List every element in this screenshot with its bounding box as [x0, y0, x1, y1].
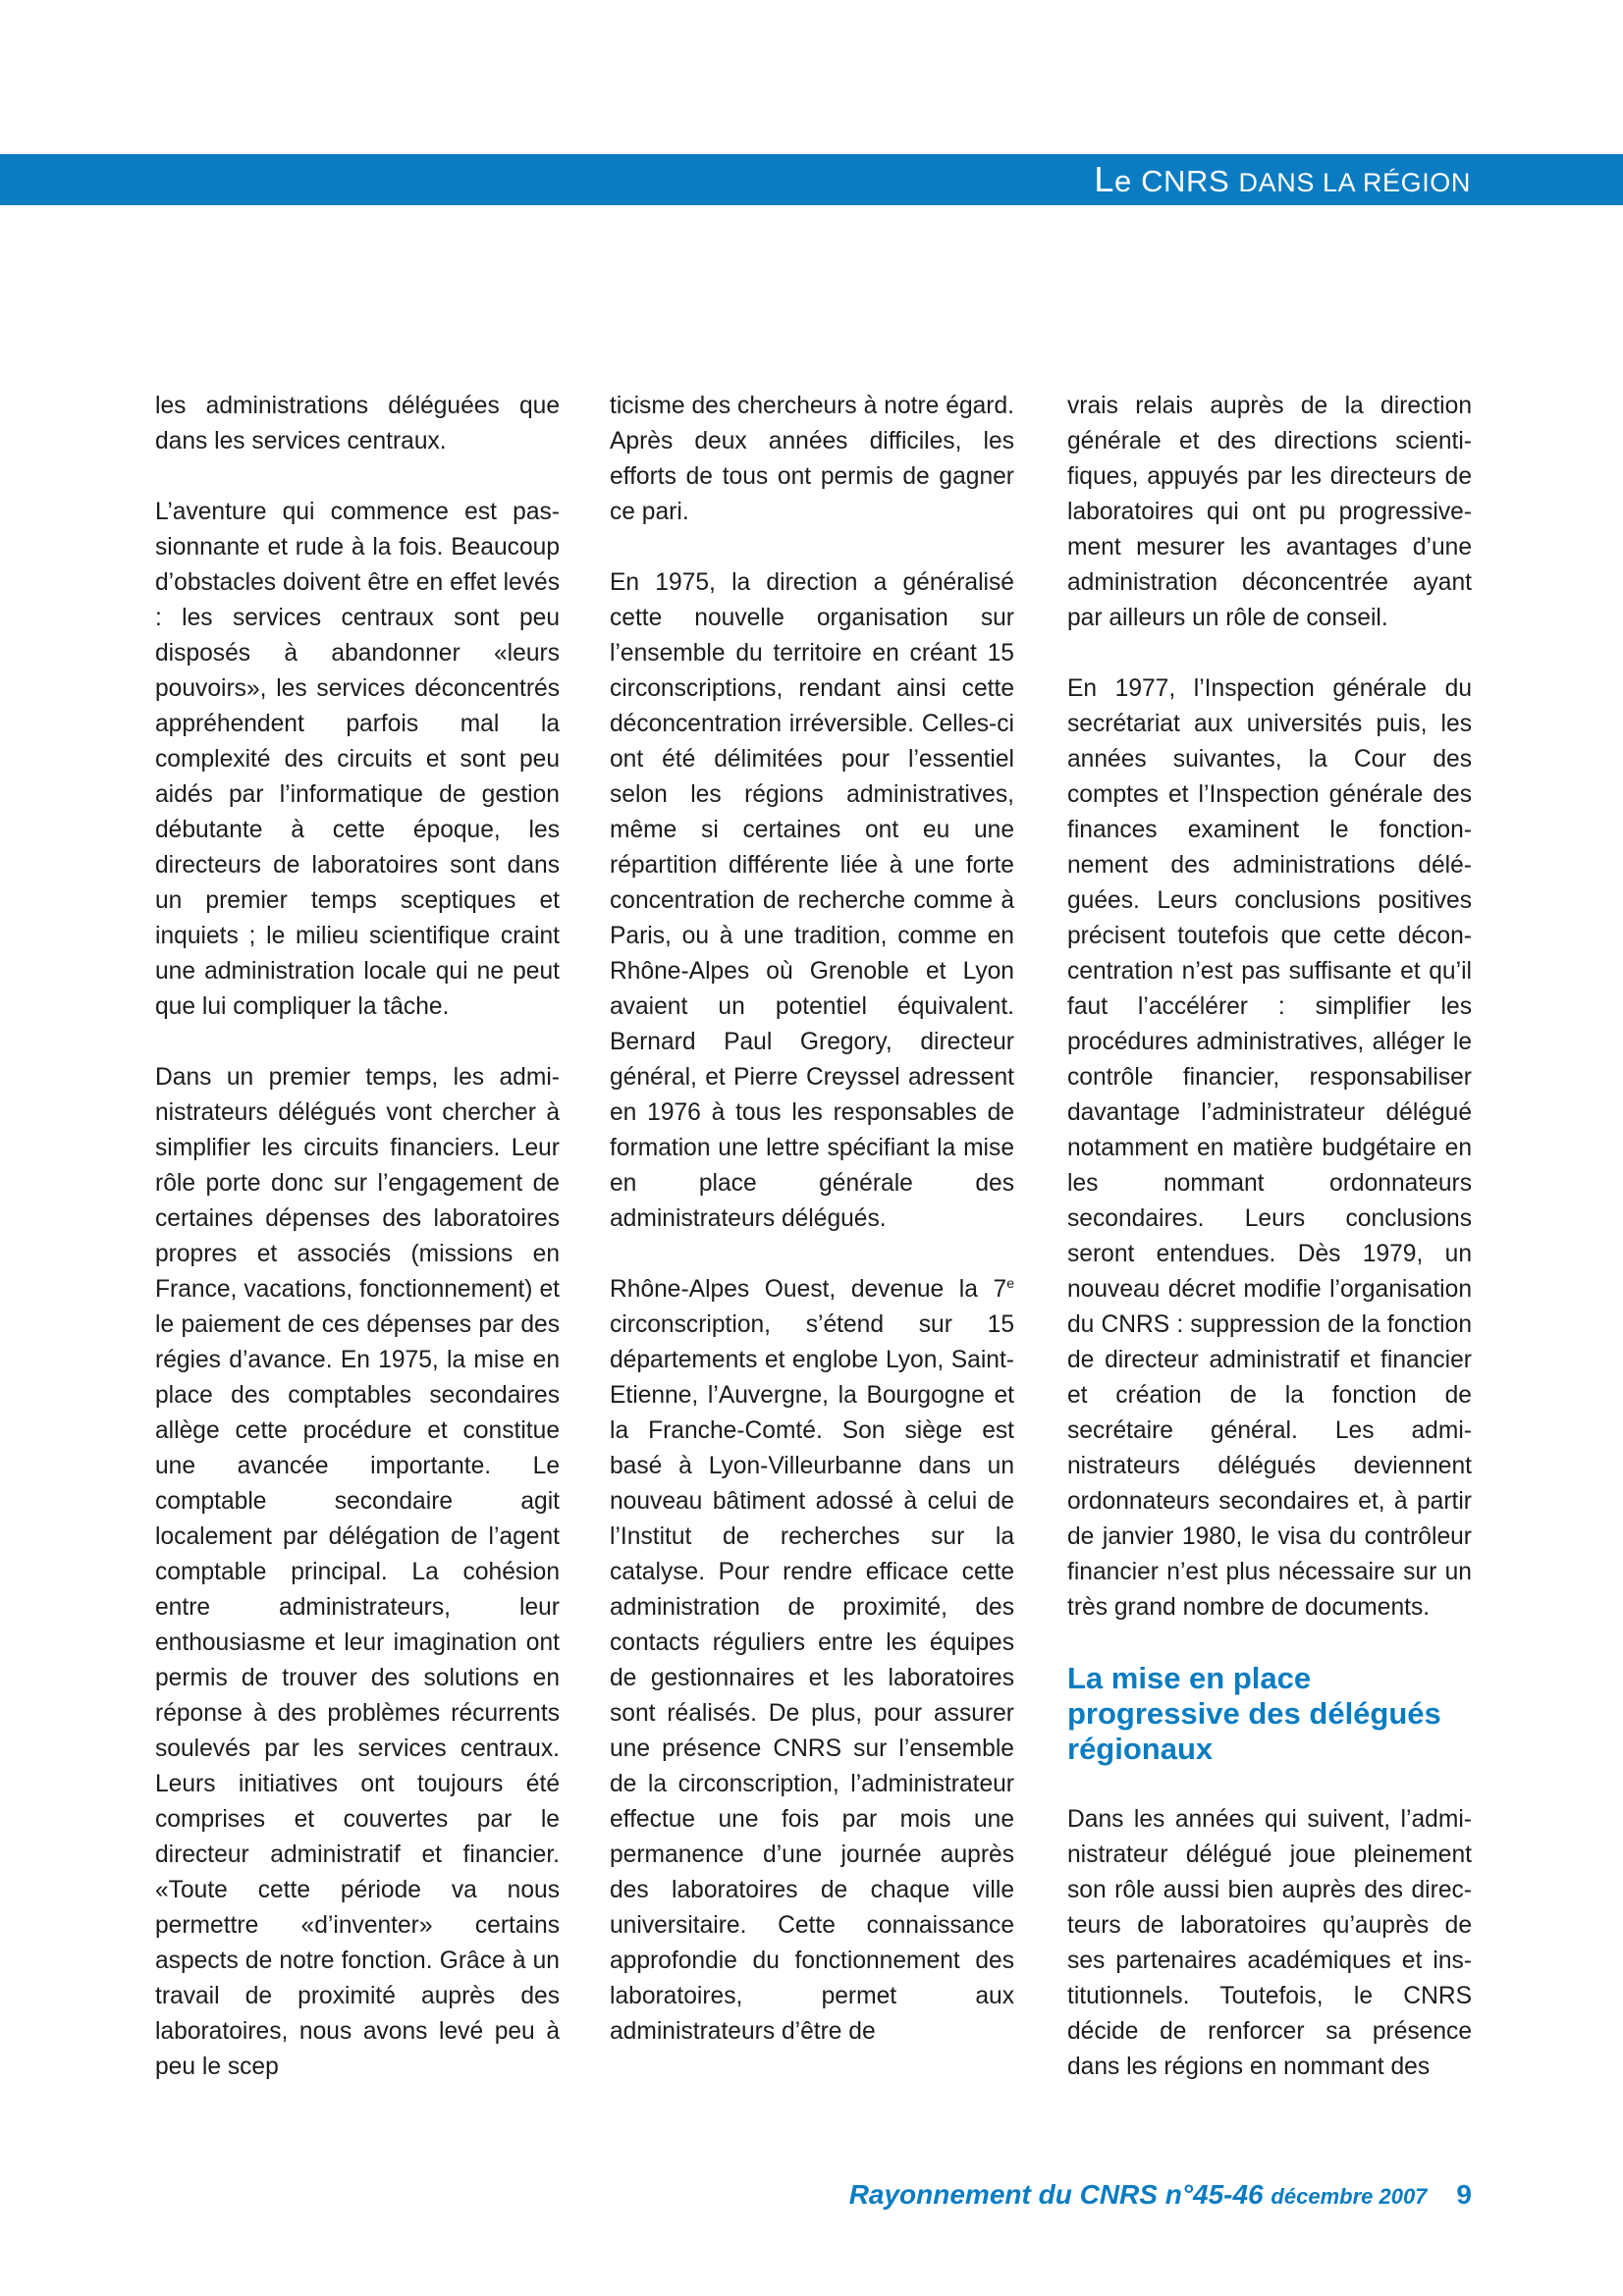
running-head-initial: L: [1094, 159, 1115, 199]
paragraph: En 1977, l’Inspection générale du secrétariat aux universités puis, les années suivantes, la Cour des comptes et l’Inspection générale des finances examinent le fonctionnement des administrations déléguées. Leurs conclusions positives précisent toutefois que cette déconcentration n’est pas suffisante et qu’il faut l’accélérer : simplifier les procédures administratives, alléger le contrôle financier, responsabiliser davantage l’administrateur délégué notamment en matière budgétaire en les nommant ordonnateurs secondaires. Leurs conclusions seront entendues. Dès 1979, un nouveau décret modifie l’organisation du CNRS : suppression de la fonction de directeur administratif et financier et création de la fonction de secrétaire général. Les administrateurs délégués deviennent ordonnateurs secondaires et, à partir de janvier 1980, le visa du contrôleur financier n’est plus nécessaire sur un très grand nombre de documents.: [1067, 675, 1472, 1621]
running-head-cnrs: e CNRS: [1114, 164, 1239, 198]
paragraph: En 1975, la direction a généralisé cette nouvelle organisation sur l’ensemble du territoire en créant 15 circonscriptions, rendant ainsi cette déconcentration irréversible. Celles-ci ont été délimitées pour l’essentiel selon les régions administratives, même si certaines ont eu une répartition différente liée à une forte concentration de recherche comme à Paris, ou à une tradition, comme en Rhône-Alpes où Grenoble et Lyon avaient un potentiel équivalent. Bernard Paul Gregory, directeur général, et Pierre Creyssel adressent en 1976 à tous les responsables de formation une lettre spécifiant la mise en place générale des administrateurs délégués.: [610, 569, 1014, 1232]
publication-date: décembre 2007: [1271, 2184, 1428, 2209]
paragraph-lead: Rhône-Alpes Ouest, devenue la 7: [610, 1276, 1007, 1303]
text-column-2: [610, 389, 1014, 2050]
page-number: 9: [1456, 2179, 1472, 2210]
section-heading: La mise en place progressive des délégués régionaux: [1067, 1661, 1441, 1766]
paragraph: Dans les années qui suivent, l’administrateur délégué joue pleinement son rôle aussi bien auprès des directeurs de laboratoires qu’auprès de ses partenaires académiques et institutionnels. Toutefois, le CNRS décide de renforcer sa présence dans les régions en nommant des: [1067, 1806, 1472, 2080]
text-column-3: [1067, 389, 1472, 2085]
paragraph: vrais relais auprès de la direction générale et des directions scientifiques, appuyés par les directeurs de laboratoires qui ont pu progressivement mesurer les avantages d’une administration déconcentrée ayant par ailleurs un rôle de conseil.: [1067, 393, 1472, 631]
paragraph: les administrations déléguées que dans les services centraux.: [155, 393, 560, 454]
paragraph: Dans un premier temps, les administrateurs délégués vont chercher à simplifier les circuits financiers. Leur rôle porte donc sur l’engagement de certaines dépenses des laboratoires propres et associés (missions en France, vacations, fonctionnement) et le paiement de ces dépenses par des régies d’avance. En 1975, la mise en place des comptables secondaires allège cette procédure et constitue une avancée importante. Le comptable secondaire agit localement par délégation de l’agent comptable principal. La cohésion entre administrateurs, leur enthousiasme et leur imagination ont permis de trouver des solutions en réponse à des problèmes récurrents soulevés par les services centraux. Leurs initiatives ont toujours été comprises et couvertes par le directeur administratif et financier. «Toute cette période va nous permettre «d’inventer» certains aspects de notre fonction. Grâce à un travail de proximité auprès des laboratoires, nous avons levé peu à peu le scep: [155, 1064, 560, 2080]
paragraph-rest: circonscription, s’étend sur 15 départements et englobe Lyon, Saint-Etienne, l’Auvergne, la Bourgogne et la Franche-Comté. Son siège est basé à Lyon-Villeurbanne dans un nouveau bâtiment adossé à celui de l’Institut de recherches sur la catalyse. Pour rendre efficace cette administration de proximité, des contacts réguliers entre les équipes de gestionnaires et les laboratoires sont réalisés. De plus, pour assurer une présence CNRS sur l’ensemble de la circonscription, l’administrateur effectue une fois par mois une permanence d’une journée auprès des laboratoires de chaque ville universitaire. Cette connaissance approfondie du fonctionnement des laboratoires, permet aux administrateurs d’être de: [610, 1311, 1014, 2045]
paragraph: L’aventure qui commence est passionnante et rude à la fois. Beaucoup d’obstacles doivent être en effet levés : les services centraux sont peu disposés à abandonner «leurs pouvoirs», les services déconcentrés appréhendent parfois mal la complexité des circuits et sont peu aidés par l’informatique de gestion débutante à cette époque, les directeurs de laboratoires sont dans un premier temps sceptiques et inquiets ; le milieu scientifique craint une administration locale qui ne peut que lui compliquer la tâche.: [155, 499, 560, 1020]
running-head: [1094, 154, 1471, 205]
running-head-region: DANS LA RÉGION: [1238, 168, 1471, 197]
publication-title: Rayonnement du CNRS n°45-46: [848, 2179, 1264, 2210]
text-column-1: [155, 389, 560, 2085]
paragraph: ticisme des chercheurs à notre égard. Après deux années difficiles, les efforts de tous ont permis de gagner ce pari.: [610, 393, 1014, 525]
ordinal-superscript: e: [1006, 1274, 1014, 1291]
paragraph: [610, 1272, 1014, 2050]
page-footer: [849, 2179, 1472, 2211]
